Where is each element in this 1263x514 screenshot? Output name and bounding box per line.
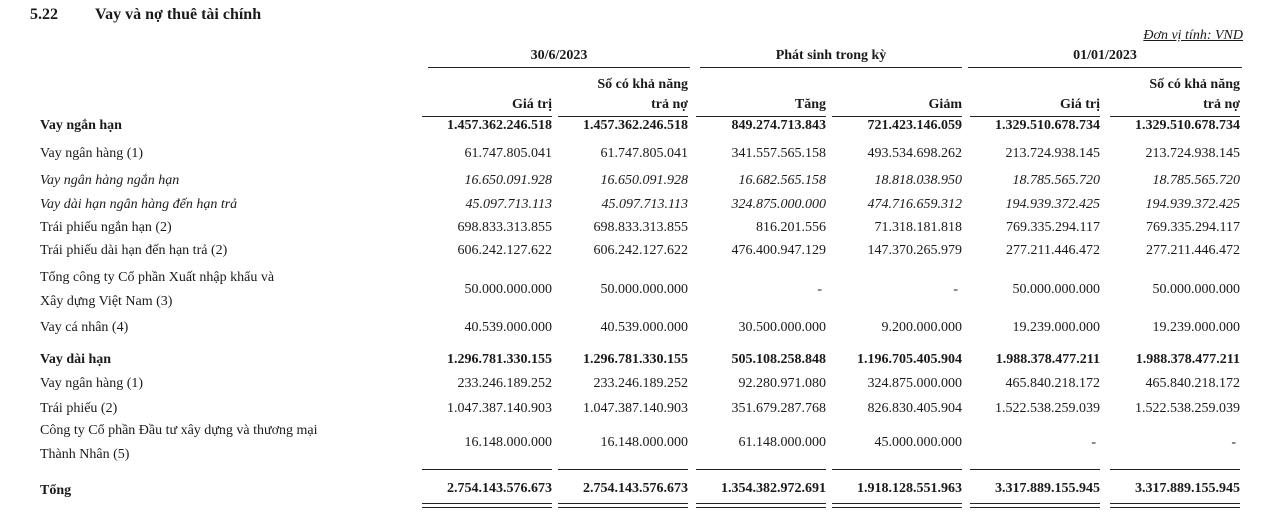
table-cell: 16.148.000.000: [600, 435, 688, 450]
table-cell: 3.317.889.155.945: [995, 481, 1100, 496]
unit-note: Đơn vị tính: VND: [1143, 28, 1243, 43]
total-top-rule: [422, 469, 552, 470]
table-cell: 1.329.510.678.734: [1135, 118, 1240, 133]
table-cell: 2.754.143.576.673: [583, 481, 688, 496]
header-underline: [970, 116, 1100, 117]
table-cell: 1.329.510.678.734: [995, 118, 1100, 133]
table-cell: 194.939.372.425: [1145, 197, 1240, 212]
table-cell: 40.539.000.000: [600, 320, 688, 335]
table-cell: 61.148.000.000: [738, 435, 826, 450]
row-label: Tổng công ty Cổ phần Xuất nhập khẩu và: [40, 270, 275, 285]
table-cell: 606.242.127.622: [593, 243, 688, 258]
table-cell: 1.522.538.259.039: [995, 401, 1100, 416]
table-cell: 351.679.287.768: [731, 401, 826, 416]
total-top-rule: [1110, 469, 1240, 470]
table-cell: 9.200.000.000: [881, 320, 962, 335]
table-cell: 45.097.713.113: [465, 197, 552, 212]
table-cell: -: [817, 282, 822, 297]
table-cell: 30.500.000.000: [738, 320, 826, 335]
table-cell: 233.246.189.252: [457, 376, 552, 391]
row-label: Vay dài hạn ngân hàng đến hạn trả: [40, 197, 238, 212]
group-header: 01/01/2023: [1073, 48, 1137, 63]
column-header: trả nợ: [1203, 97, 1240, 112]
row-label-continued: Xây dựng Việt Nam (3): [40, 294, 173, 309]
table-cell: 50.000.000.000: [1152, 282, 1240, 297]
header-underline: [422, 116, 552, 117]
column-header-line1: Số có khả năng: [597, 77, 688, 92]
column-header: Giá trị: [511, 97, 552, 112]
total-double-underline: [1110, 503, 1240, 508]
section-title: Vay và nợ thuê tài chính: [95, 6, 262, 23]
row-label: Trái phiếu ngắn hạn (2): [40, 220, 172, 235]
table-cell: 1.296.781.330.155: [447, 352, 552, 367]
table-cell: 1.988.378.477.211: [995, 352, 1100, 367]
row-label: Vay ngân hàng ngắn hạn: [40, 173, 180, 188]
table-cell: 18.785.565.720: [1152, 173, 1240, 188]
table-cell: 19.239.000.000: [1012, 320, 1100, 335]
table-cell: 1.918.128.551.963: [857, 481, 962, 496]
table-cell: 1.457.362.246.518: [583, 118, 688, 133]
row-label-continued: Thành Nhân (5): [40, 447, 130, 462]
table-cell: 1.988.378.477.211: [1135, 352, 1240, 367]
table-cell: 194.939.372.425: [1005, 197, 1100, 212]
table-cell: 324.875.000.000: [867, 376, 962, 391]
table-cell: 277.211.446.472: [1006, 243, 1100, 258]
row-label: Trái phiếu dài hạn đến hạn trả (2): [40, 243, 228, 258]
table-cell: 213.724.938.145: [1145, 146, 1240, 161]
table-cell: 769.335.294.117: [1146, 220, 1240, 235]
row-label: Tổng: [40, 483, 72, 498]
table-cell: -: [953, 282, 958, 297]
table-cell: 505.108.258.848: [731, 352, 826, 367]
row-label: Trái phiếu (2): [40, 401, 118, 416]
table-cell: 50.000.000.000: [600, 282, 688, 297]
table-cell: 61.747.805.041: [600, 146, 688, 161]
table-cell: 16.650.091.928: [600, 173, 688, 188]
column-header: trả nợ: [651, 97, 688, 112]
header-underline: [1110, 116, 1240, 117]
table-cell: 50.000.000.000: [464, 282, 552, 297]
table-cell: 1.047.387.140.903: [583, 401, 688, 416]
table-cell: 18.785.565.720: [1012, 173, 1100, 188]
total-top-rule: [696, 469, 826, 470]
total-top-rule: [970, 469, 1100, 470]
total-double-underline: [970, 503, 1100, 508]
row-label: Vay ngân hàng (1): [40, 146, 144, 161]
table-cell: 341.557.565.158: [731, 146, 826, 161]
total-top-rule: [558, 469, 688, 470]
section-number: 5.22: [30, 6, 58, 23]
table-cell: 493.534.698.262: [867, 146, 962, 161]
table-cell: 92.280.971.080: [738, 376, 826, 391]
table-cell: 769.335.294.117: [1006, 220, 1100, 235]
row-label: Vay ngắn hạn: [40, 118, 122, 133]
row-label: Vay dài hạn: [40, 352, 112, 367]
table-cell: 849.274.713.843: [731, 118, 826, 133]
table-cell: 826.830.405.904: [867, 401, 962, 416]
table-cell: 40.539.000.000: [464, 320, 552, 335]
group-header: Phát sinh trong kỳ: [775, 48, 887, 63]
table-cell: 474.716.659.312: [867, 197, 962, 212]
table-cell: 277.211.446.472: [1146, 243, 1240, 258]
group-header-rule: [428, 67, 690, 68]
header-underline: [832, 116, 962, 117]
table-cell: 19.239.000.000: [1152, 320, 1240, 335]
table-cell: 16.682.565.158: [738, 173, 826, 188]
column-header: Giá trị: [1059, 97, 1100, 112]
group-header: 30/6/2023: [530, 48, 588, 63]
total-double-underline: [558, 503, 688, 508]
total-double-underline: [832, 503, 962, 508]
table-cell: 698.833.313.855: [457, 220, 552, 235]
column-header: Tăng: [794, 97, 826, 112]
table-cell: 16.650.091.928: [464, 173, 552, 188]
table-cell: 1.196.705.405.904: [857, 352, 962, 367]
table-cell: -: [1091, 435, 1096, 450]
table-cell: 698.833.313.855: [593, 220, 688, 235]
table-cell: 465.840.218.172: [1145, 376, 1240, 391]
table-cell: 1.354.382.972.691: [721, 481, 826, 496]
row-label: Vay cá nhân (4): [40, 320, 129, 335]
table-cell: 233.246.189.252: [593, 376, 688, 391]
table-cell: 324.875.000.000: [731, 197, 826, 212]
table-cell: 45.000.000.000: [874, 435, 962, 450]
table-cell: 1.047.387.140.903: [447, 401, 552, 416]
total-top-rule: [832, 469, 962, 470]
column-header-line1: Số có khả năng: [1149, 77, 1240, 92]
row-label: Vay ngân hàng (1): [40, 376, 144, 391]
table-cell: 61.747.805.041: [464, 146, 552, 161]
table-cell: -: [1231, 435, 1236, 450]
table-cell: 147.370.265.979: [867, 243, 962, 258]
group-header-rule: [700, 67, 962, 68]
table-cell: 465.840.218.172: [1005, 376, 1100, 391]
table-cell: 1.522.538.259.039: [1135, 401, 1240, 416]
table-cell: 71.318.181.818: [874, 220, 962, 235]
table-cell: 1.296.781.330.155: [583, 352, 688, 367]
header-underline: [696, 116, 826, 117]
table-cell: 18.818.038.950: [874, 173, 962, 188]
total-double-underline: [696, 503, 826, 508]
table-cell: 50.000.000.000: [1012, 282, 1100, 297]
group-header-rule: [968, 67, 1242, 68]
table-cell: 816.201.556: [756, 220, 826, 235]
table-cell: 606.242.127.622: [457, 243, 552, 258]
table-cell: 3.317.889.155.945: [1135, 481, 1240, 496]
table-cell: 213.724.938.145: [1005, 146, 1100, 161]
column-header: Giảm: [928, 97, 962, 112]
table-cell: 16.148.000.000: [464, 435, 552, 450]
total-double-underline: [422, 503, 552, 508]
table-cell: 476.400.947.129: [731, 243, 826, 258]
row-label: Công ty Cổ phần Đầu tư xây dựng và thương mại: [40, 423, 318, 438]
table-cell: 45.097.713.113: [601, 197, 688, 212]
table-cell: 2.754.143.576.673: [447, 481, 552, 496]
table-cell: 1.457.362.246.518: [447, 118, 552, 133]
header-underline: [558, 116, 688, 117]
table-cell: 721.423.146.059: [867, 118, 962, 133]
